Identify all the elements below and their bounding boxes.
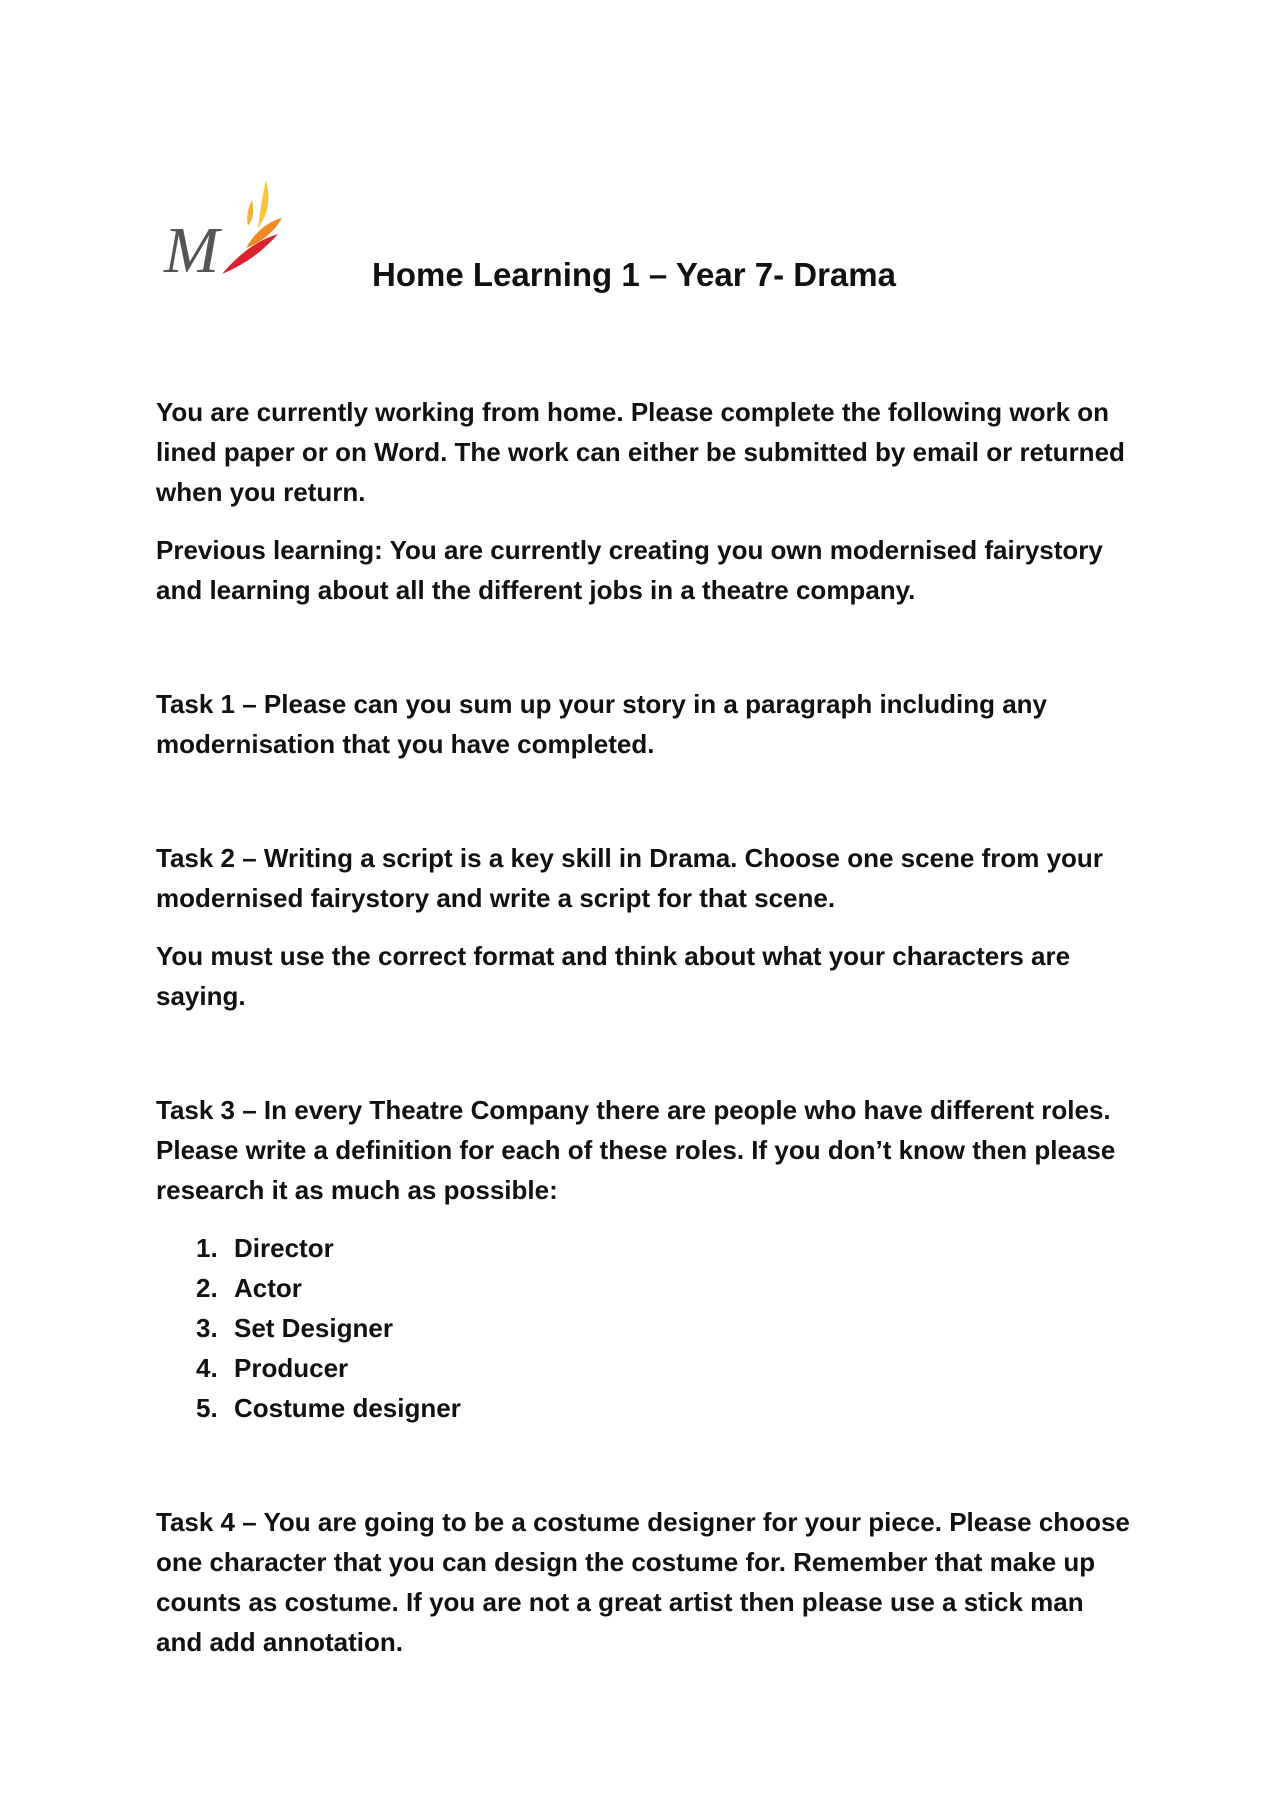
task-4-paragraph: Task 4 – You are going to be a costume designer for your piece. Please choose one character that you can design the costume for. Remember that make up counts as costume. If you are not a great artist then please use a stick man and add annotation. <box>156 1507 1130 1657</box>
page-title: Home Learning 1 – Year 7- Drama <box>372 256 896 293</box>
document-body <box>156 392 1136 1662</box>
logo-flame-yellow-small <box>247 200 253 226</box>
role-item: Costume designer <box>234 1393 461 1423</box>
role-item: Director <box>234 1233 334 1263</box>
role-item: Set Designer <box>234 1313 393 1343</box>
logo-letter: M <box>164 214 219 287</box>
intro-paragraph: You are currently working from home. Please complete the following work on lined paper or on Word. The work can either be submitted by email or returned when you return. <box>156 397 1125 507</box>
logo-flame-yellow <box>258 180 268 228</box>
task-1-paragraph: Task 1 – Please can you sum up your story in a paragraph including any modernisation that you have completed. <box>156 689 1048 759</box>
role-item: Producer <box>234 1353 349 1383</box>
logo-flame-red <box>222 234 278 274</box>
school-logo <box>160 178 310 288</box>
previous-learning-paragraph: Previous learning: You are currently creating you own modernised fairystory and learning about all the different jobs in a theatre company. <box>156 535 1103 605</box>
task-3-paragraph: Task 3 – In every Theatre Company there are people who have different roles. Please write a definition for each of these roles. If you don’t know then please research it as much as possible: <box>156 1095 1116 1205</box>
roles-list <box>156 1228 1136 1428</box>
task-2-format-paragraph: You must use the correct format and think about what your characters are saying. <box>156 941 1071 1011</box>
role-item: Actor <box>234 1273 302 1303</box>
task-2-paragraph: Task 2 – Writing a script is a key skill in Drama. Choose one scene from your modernised fairystory and write a script for that scene. <box>156 843 1103 913</box>
logo-flame-icon <box>160 178 310 288</box>
